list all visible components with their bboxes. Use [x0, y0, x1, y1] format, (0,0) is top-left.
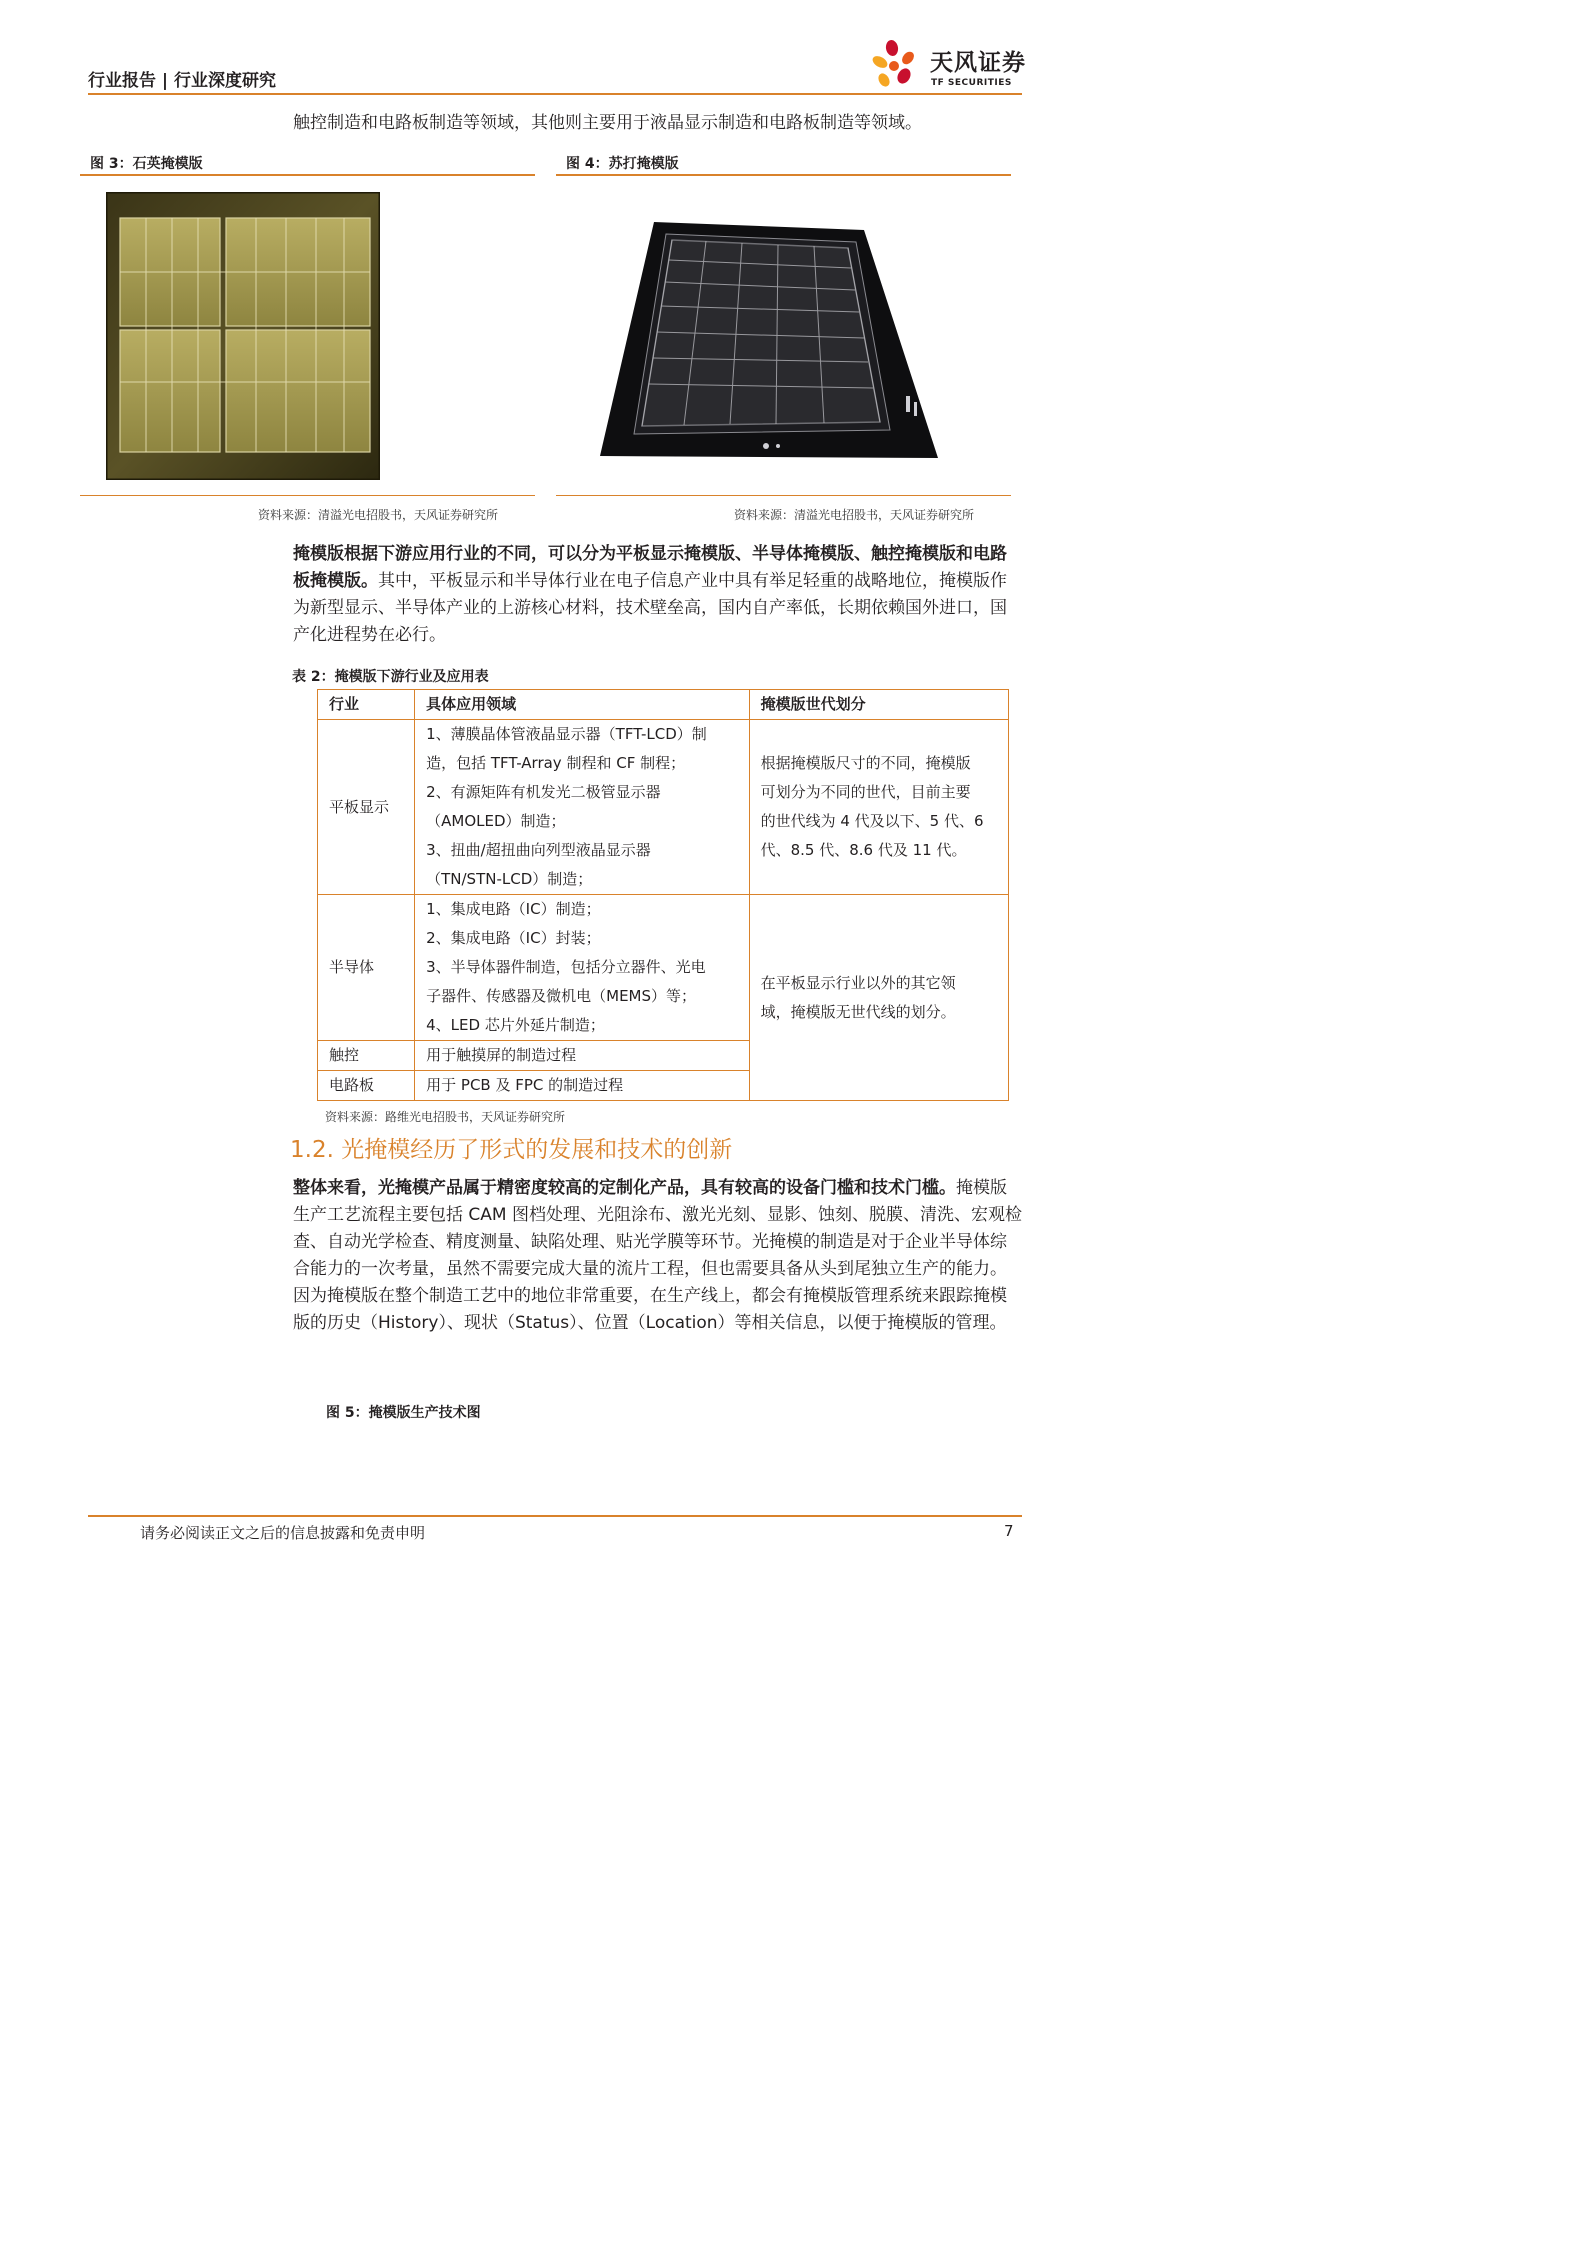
table-cell-applications: [415, 720, 749, 895]
downstream-applications-table: [317, 689, 1009, 1101]
figure-4-source: 资料来源：清溢光电招股书，天风证券研究所: [734, 508, 975, 522]
generation-line: 在平板显示行业以外的其它领: [760, 973, 956, 992]
generation-line: 域，掩模版无世代线的划分。: [760, 1002, 956, 1021]
table-cell-applications: [415, 895, 749, 1041]
table-cell-industry: 电路板: [318, 1071, 415, 1101]
generation-line: 根据掩模版尺寸的不同，掩模版: [760, 754, 971, 772]
figure-3-caption-rule: [80, 174, 535, 176]
page-number: 7: [1004, 1522, 1014, 1540]
figure-3-bottom-rule: [80, 495, 535, 496]
logo-chinese-name: 天风证券: [930, 50, 1026, 76]
table-row: [318, 895, 1009, 1041]
application-line: 2、有源矩阵有机发光二极管显示器: [426, 783, 661, 801]
table-row: [318, 720, 1009, 895]
application-line: 1、薄膜晶体管液晶显示器（TFT-LCD）制: [426, 725, 707, 743]
application-line: 2、集成电路（IC）封装；: [426, 929, 601, 947]
application-line: 3、半导体器件制造，包括分立器件、光电: [426, 958, 706, 976]
table-2-caption: 表 2：掩模版下游行业及应用表: [292, 669, 489, 685]
footer-rule: [88, 1515, 1022, 1517]
table-cell-industry: 平板显示: [318, 720, 415, 895]
logo-english-name: TF SECURITIES: [931, 78, 1012, 88]
figure-3-caption: 图 3：石英掩模版: [90, 156, 203, 172]
generation-line: 可划分为不同的世代，目前主要: [760, 783, 971, 801]
paragraph-1-body: 其中，平板显示和半导体行业在电子信息产业中具有举足轻重的战略地位，掩模版作为新型显示、半导体产业的上游核心材料，技术壁垒高，国内自产率低，长期依赖国外进口，国产化进程势在必行。: [293, 571, 1007, 645]
table-cell-industry: 触控: [318, 1041, 415, 1071]
generation-line: 代、8.5 代、8.6 代及 11 代。: [760, 841, 967, 859]
table-cell-generation: [749, 720, 1008, 895]
application-line: 1、集成电路（IC）制造；: [426, 900, 601, 918]
table-2-source: 资料来源：路维光电招股书，天风证券研究所: [325, 1110, 566, 1124]
paragraph-1-lead: 掩模版根据下游应用行业的不同，可以分为平板显示掩模版、半导体掩模版、触控掩模版和电路板掩模版。: [293, 544, 1007, 591]
paragraph-2-lead: 整体来看，光掩模产品属于精密度较高的定制化产品，具有较高的设备门槛和技术门槛。: [293, 1178, 956, 1198]
figure-4-bottom-rule: [556, 495, 1011, 496]
generation-line: 的世代线为 4 代及以下、5 代、6: [760, 812, 984, 830]
figure-4-caption: 图 4：苏打掩模版: [566, 156, 679, 172]
paragraph-downstream-industries: [293, 541, 1023, 649]
application-line: 3、扭曲/超扭曲向列型液晶显示器: [426, 841, 651, 859]
figure-3-source: 资料来源：清溢光电招股书，天风证券研究所: [258, 508, 499, 522]
paragraph-manufacturing-process: [293, 1175, 1023, 1337]
quartz-photomask-photo: [106, 192, 380, 480]
table-cell-applications: 用于 PCB 及 FPC 的制造过程: [415, 1071, 749, 1101]
application-line: 子器件、传感器及微机电（MEMS）等；: [426, 987, 697, 1005]
footer-disclaimer: 请务必阅读正文之后的信息披露和免责申明: [140, 1524, 426, 1542]
intro-line: 触控制造和电路板制造等领域，其他则主要用于液晶显示制造和电路板制造等领域。: [293, 113, 922, 133]
application-line: 造，包括 TFT-Array 制程和 CF 制程；: [426, 754, 686, 772]
table-header-generation: 掩模版世代划分: [749, 690, 1008, 720]
paragraph-2-body: 掩模版生产工艺流程主要包括 CAM 图档处理、光阻涂布、激光光刻、显影、蚀刻、脱膜、清洗、宏观检查、自动光学检查、精度测量、缺陷处理、贴光学膜等环节。光掩模的制造是对于企业半导体综合能力的一次考量，虽然不需要完成大量的流片工程，但也需要具备从头到尾独立生产的能力。因为掩模版在整个制造工艺中的地位非常重要，在生产线上，都会有掩模版管理系统来跟踪掩模版的历史（History）、现状（Status）、位置（Location）等相关信息，以便于掩模版的管理。: [293, 1178, 1022, 1333]
figure-4-caption-rule: [556, 174, 1011, 176]
figure-5-caption: 图 5：掩模版生产技术图: [326, 1405, 481, 1421]
application-line: 4、LED 芯片外延片制造；: [426, 1016, 605, 1034]
soda-lime-photomask-photo: [598, 220, 940, 464]
table-cell-generation: [749, 895, 1008, 1101]
application-line: （AMOLED）制造；: [426, 812, 566, 830]
report-type-label: 行业报告 | 行业深度研究: [88, 71, 277, 91]
table-cell-applications: 用于触摸屏的制造过程: [415, 1041, 749, 1071]
table-header-applications: 具体应用领域: [415, 690, 749, 720]
table-header-row: [318, 690, 1009, 720]
table-header-industry: 行业: [318, 690, 415, 720]
section-title: 1.2. 光掩模经历了形式的发展和技术的创新: [290, 1137, 733, 1163]
table-cell-industry: 半导体: [318, 895, 415, 1041]
application-line: （TN/STN-LCD）制造；: [426, 870, 593, 888]
